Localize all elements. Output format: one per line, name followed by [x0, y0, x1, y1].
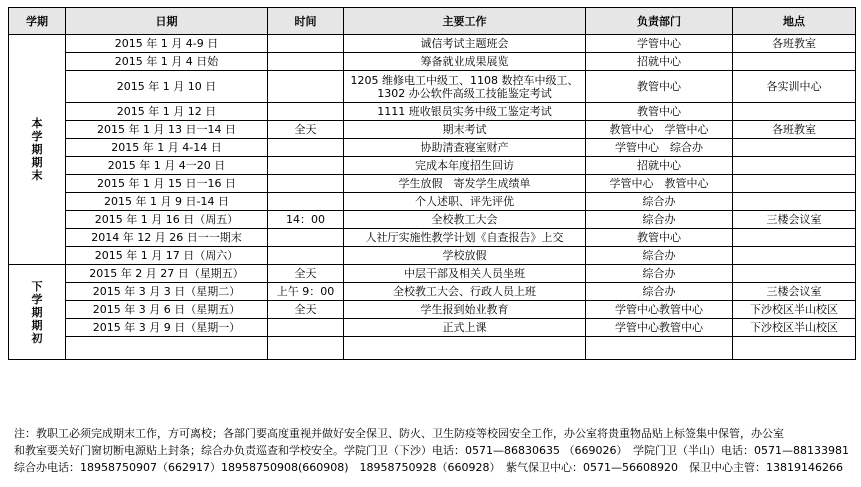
- work-cell: 1111 班收银员实务中级工鉴定考试: [344, 103, 586, 121]
- work-cell: 全校教工大会: [344, 211, 586, 229]
- table-row: [9, 229, 856, 247]
- work-cell: 期末考试: [344, 121, 586, 139]
- date-cell: 2015 年 1 月 4 日始: [66, 53, 268, 71]
- dept-cell: 学管中心教管中心: [586, 319, 733, 337]
- header-work: 主要工作: [344, 8, 586, 35]
- table-row: [9, 103, 856, 121]
- table-row: [9, 283, 856, 301]
- time-cell: [268, 139, 344, 157]
- header-term: 学期: [9, 8, 66, 35]
- place-cell: [733, 337, 856, 360]
- term-char: 初: [31, 331, 43, 345]
- time-cell: [268, 71, 344, 103]
- term-cell: [9, 265, 66, 360]
- work-cell: [344, 337, 586, 360]
- place-cell: 各班教室: [733, 35, 856, 53]
- dept-cell: 综合办: [586, 283, 733, 301]
- header-dept: 负责部门: [586, 8, 733, 35]
- time-cell: 全天: [268, 301, 344, 319]
- place-cell: 各班教室: [733, 121, 856, 139]
- term-char: 期: [31, 318, 43, 332]
- place-cell: [733, 193, 856, 211]
- place-cell: [733, 247, 856, 265]
- dept-cell: 教管中心: [586, 229, 733, 247]
- work-cell: 人社厅实施性教学计划《自查报告》上交: [344, 229, 586, 247]
- term-char: 下: [31, 279, 43, 293]
- header-date: 日期: [66, 8, 268, 35]
- time-cell: 上午 9：00: [268, 283, 344, 301]
- place-cell: [733, 139, 856, 157]
- note-line-2: 和教室要关好门窗切断电源贴上封条；综合办负责巡查和学校安全。学院门卫（下沙）电话：0571—86830635 （669026） 学院门卫（半山）电话：0571—88133981: [14, 444, 849, 457]
- place-cell: 三楼会议室: [733, 211, 856, 229]
- schedule-table: [8, 7, 856, 360]
- place-cell: [733, 53, 856, 71]
- header-row: [9, 8, 856, 35]
- dept-cell: 学管中心 教管中心: [586, 175, 733, 193]
- place-cell: [733, 229, 856, 247]
- table-row: [9, 53, 856, 71]
- time-cell: [268, 229, 344, 247]
- table-row: [9, 35, 856, 53]
- table-row: [9, 157, 856, 175]
- time-cell: 14：00: [268, 211, 344, 229]
- time-cell: [268, 247, 344, 265]
- note-line-1: 注：教职工必须完成期末工作，方可离校；各部门要高度重视并做好安全保卫、防火、卫生防疫等校园安全工作，办公室将贵重物品贴上标签集中保管，办公室: [14, 427, 784, 440]
- dept-cell: 教管中心: [586, 103, 733, 121]
- term-char: 期: [31, 156, 43, 169]
- table-row: [9, 211, 856, 229]
- work-cell: 学生放假 寄发学生成绩单: [344, 175, 586, 193]
- note-line-3: 综合办电话：18958750907（662917）18958750908(660908) 18958750928（660928） 紫气保卫中心：0571—56608920 保卫中心主管：13819146266: [14, 461, 843, 474]
- dept-cell: 招就中心: [586, 157, 733, 175]
- header-place: 地点: [733, 8, 856, 35]
- term-cell: [9, 35, 66, 265]
- work-cell: 协助清查寝室财产: [344, 139, 586, 157]
- dept-cell: 综合办: [586, 247, 733, 265]
- work-cell: 1205 维修电工中级工、1108 数控车中级工、1302 办公软件高级工技能鉴定考试: [344, 71, 586, 103]
- date-cell: 2015 年 3 月 9 日（星期一）: [66, 319, 268, 337]
- work-cell: 诚信考试主题班会: [344, 35, 586, 53]
- time-cell: [268, 337, 344, 360]
- dept-cell: 学管中心教管中心: [586, 301, 733, 319]
- time-cell: 全天: [268, 121, 344, 139]
- table-row: [9, 247, 856, 265]
- dept-cell: 教管中心: [586, 71, 733, 103]
- date-cell: 2015 年 3 月 6 日（星期五）: [66, 301, 268, 319]
- dept-cell: 学管中心 综合办: [586, 139, 733, 157]
- place-cell: 三楼会议室: [733, 283, 856, 301]
- time-cell: [268, 103, 344, 121]
- table-row: [9, 193, 856, 211]
- table-row: [9, 121, 856, 139]
- time-cell: [268, 175, 344, 193]
- term-char: 末: [31, 169, 43, 182]
- work-cell: 个人述职、评先评优: [344, 193, 586, 211]
- dept-cell: 学管中心: [586, 35, 733, 53]
- work-cell: 中层干部及相关人员坐班: [344, 265, 586, 283]
- date-cell: 2015 年 2 月 27 日（星期五）: [66, 265, 268, 283]
- table-row: [9, 139, 856, 157]
- table-row: [9, 337, 856, 360]
- date-cell: 2015 年 1 月 16 日（周五）: [66, 211, 268, 229]
- term-char: 期: [31, 305, 43, 319]
- time-cell: [268, 53, 344, 71]
- date-cell: 2015 年 1 月 4-14 日: [66, 139, 268, 157]
- time-cell: [268, 319, 344, 337]
- header-time: 时间: [268, 8, 344, 35]
- date-cell: 2015 年 1 月 13 日一14 日: [66, 121, 268, 139]
- place-cell: [733, 103, 856, 121]
- work-cell: 正式上课: [344, 319, 586, 337]
- place-cell: [733, 175, 856, 193]
- term-char: 本: [31, 117, 43, 130]
- place-cell: [733, 265, 856, 283]
- dept-cell: 综合办: [586, 193, 733, 211]
- table-row: [9, 175, 856, 193]
- dept-cell: 教管中心 学管中心: [586, 121, 733, 139]
- table-row: [9, 319, 856, 337]
- dept-cell: 综合办: [586, 265, 733, 283]
- date-cell: 2014 年 12 月 26 日一一期末: [66, 229, 268, 247]
- date-cell: [66, 337, 268, 360]
- work-cell: 学生报到始业教育: [344, 301, 586, 319]
- time-cell: [268, 35, 344, 53]
- table-row: [9, 265, 856, 283]
- date-cell: 2015 年 1 月 10 日: [66, 71, 268, 103]
- date-cell: 2015 年 1 月 4-9 日: [66, 35, 268, 53]
- time-cell: [268, 157, 344, 175]
- work-cell: 完成本年度招生回访: [344, 157, 586, 175]
- date-cell: 2015 年 1 月 12 日: [66, 103, 268, 121]
- time-cell: 全天: [268, 265, 344, 283]
- time-cell: [268, 193, 344, 211]
- work-cell: 学校放假: [344, 247, 586, 265]
- date-cell: 2015 年 1 月 17 日（周六）: [66, 247, 268, 265]
- table-row: [9, 301, 856, 319]
- date-cell: 2015 年 3 月 3 日（星期二）: [66, 283, 268, 301]
- dept-cell: 招就中心: [586, 53, 733, 71]
- date-cell: 2015 年 1 月 4一20 日: [66, 157, 268, 175]
- place-cell: [733, 157, 856, 175]
- term-char: 学: [31, 130, 43, 143]
- place-cell: 各实训中心: [733, 71, 856, 103]
- place-cell: 下沙校区半山校区: [733, 319, 856, 337]
- dept-cell: [586, 337, 733, 360]
- footer-note: [14, 425, 854, 476]
- table-row: [9, 71, 856, 103]
- date-cell: 2015 年 1 月 15 日一16 日: [66, 175, 268, 193]
- date-cell: 2015 年 1 月 9 日-14 日: [66, 193, 268, 211]
- term-char: 学: [31, 292, 43, 306]
- work-cell: 全校教工大会、行政人员上班: [344, 283, 586, 301]
- place-cell: 下沙校区半山校区: [733, 301, 856, 319]
- schedule-body: [9, 35, 856, 360]
- work-cell: 筹备就业成果展览: [344, 53, 586, 71]
- term-char: 期: [31, 143, 43, 156]
- dept-cell: 综合办: [586, 211, 733, 229]
